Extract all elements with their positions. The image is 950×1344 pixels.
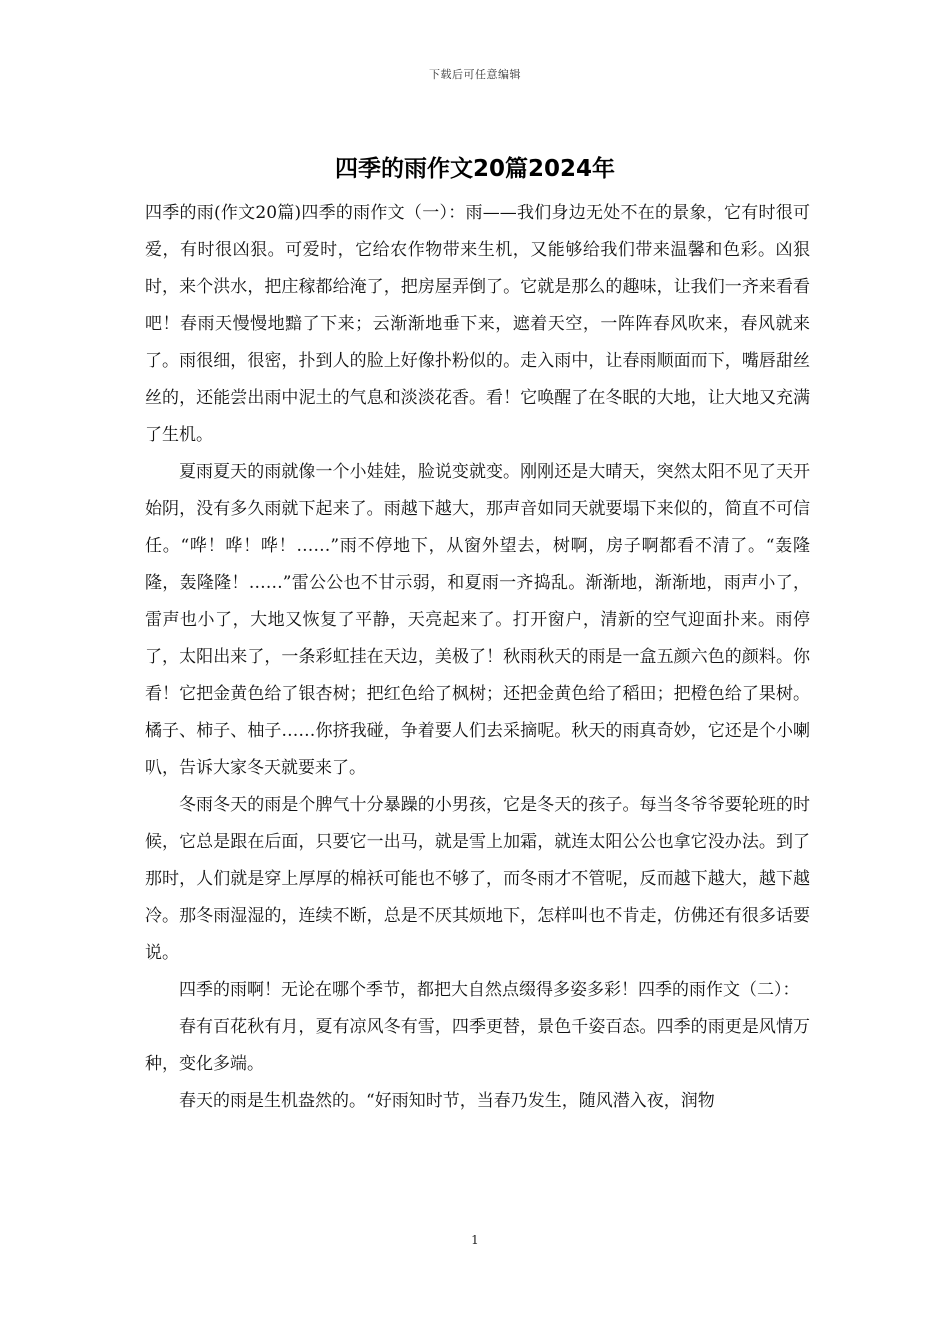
paragraph: 四季的雨(作文20篇)四季的雨作文（一）：雨——我们身边无处不在的景象，它有时很可爱，有时很凶狠。可爱时，它给农作物带来生机，又能够给我们带来温馨和色彩。凶狠时，来个洪水，把庄稼都给淹了，把房屋弄倒了。它就是那么的趣味，让我们一齐来看看吧！春雨天慢慢地黯了下来；云渐渐地垂下来，遮着天空，一阵阵春风吹来，春风就来了。雨很细，很密，扑到人的脸上好像扑粉似的。走入雨中，让春雨顺面而下，嘴唇甜丝丝的，还能尝出雨中泥土的气息和淡淡花香。看！它唤醒了在冬眠的大地，让大地又充满了生机。 <box>145 203 810 445</box>
paragraph: 夏雨夏天的雨就像一个小娃娃，脸说变就变。刚刚还是大晴天，突然太阳不见了天开始阴，没有多久雨就下起来了。雨越下越大，那声音如同天就要塌下来似的，简直不可信任。“哗！哗！哗！……”雨不停地下，从窗外望去，树啊，房子啊都看不清了。“轰隆隆，轰隆隆！……”雷公公也不甘示弱，和夏雨一齐捣乱。渐渐地，渐渐地，雨声小了，雷声也小了，大地又恢复了平静，天亮起来了。打开窗户，清新的空气迎面扑来。雨停了，太阳出来了，一条彩虹挂在天边，美极了！秋雨秋天的雨是一盒五颜六色的颜料。你看！它把金黄色给了银杏树；把红色给了枫树；还把金黄色给了稻田；把橙色给了果树。橘子、柿子、柚子……你挤我碰，争着要人们去采摘呢。秋天的雨真奇妙，它还是个小喇叭，告诉大家冬天就要来了。 <box>145 462 810 778</box>
paragraph: 冬雨冬天的雨是个脾气十分暴躁的小男孩，它是冬天的孩子。每当冬爷爷要轮班的时候，它总是跟在后面，只要它一出马，就是雪上加霜，就连太阳公公也拿它没办法。到了那时，人们就是穿上厚厚的棉袄可能也不够了，而冬雨才不管呢，反而越下越大，越下越冷。那冬雨湿湿的，连续不断，总是不厌其烦地下，怎样叫也不肯走，仿佛还有很多话要说。 <box>145 795 810 963</box>
paragraph: 春天的雨是生机盎然的。“好雨知时节，当春乃发生，随风潜入夜，润物 <box>179 1091 715 1111</box>
page-number: 1 <box>471 1233 479 1247</box>
document-title: 四季的雨作文20篇2024年 <box>334 156 616 182</box>
paragraph: 四季的雨啊！无论在哪个季节，都把大自然点缀得多姿多彩！四季的雨作文（二）： <box>179 980 800 1000</box>
paragraph: 春有百花秋有月，夏有凉风冬有雪，四季更替，景色千姿百态。四季的雨更是风情万种，变化多端。 <box>145 1017 810 1074</box>
page-header-note: 下载后可任意编辑 <box>429 68 521 81</box>
document-body <box>145 195 810 1120</box>
